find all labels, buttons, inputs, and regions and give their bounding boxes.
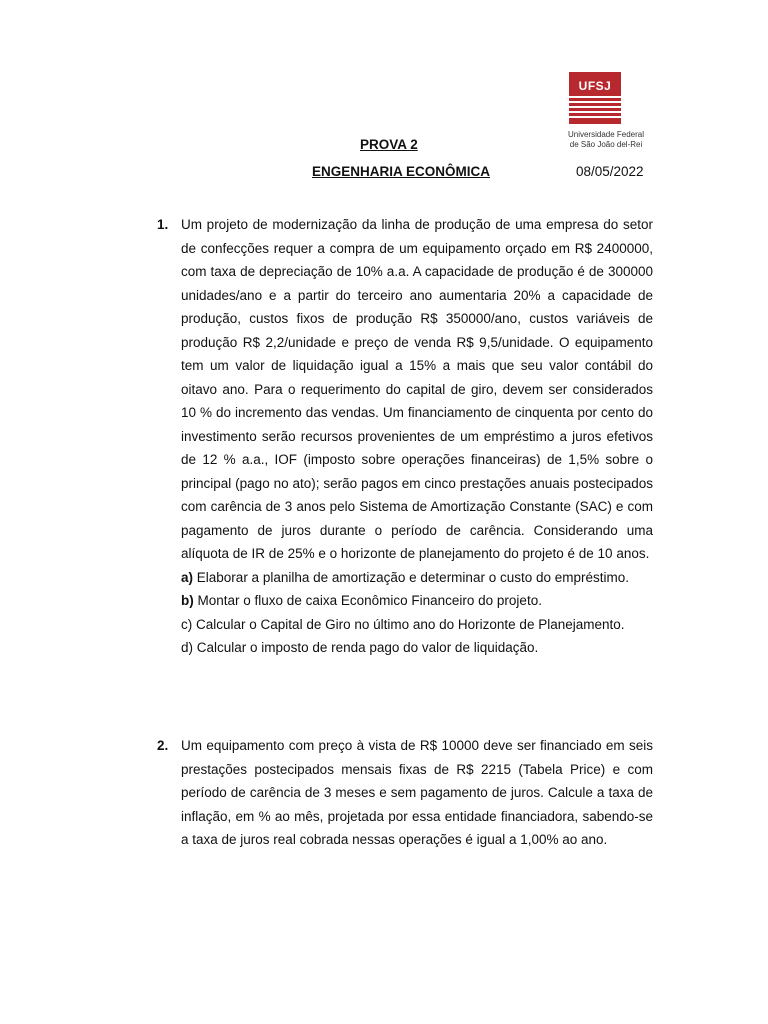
question-text: Um projeto de modernização da linha de produção de uma empresa do setor de confecções requer a compra de um equipamento orçado em R$ 2400000, com taxa de depreciação de 10% a.a. A capacidade de produção é de 300000 unidades/ano e a partir do terceiro ano aumentaria 20% a capacidade de produção, custos fixos de produção R$ 350000/ano, custos variáveis de produção R$ 2,2/unidade e preço de venda R$ 9,5/unidade. O equipamento tem um valor de liquidação igual a 15% a mais que seu valor contábil do oitavo ano. Para o requerimento do capital de giro, devem ser considerados 10 % do incremento das vendas. Um financiamento de cinquenta por cento do investimento serão recursos provenientes de um empréstimo a juros efetivos de 12 % a.a., IOF (imposto sobre operações financeiras) de 1,5% sobre o principal (pago no ato); serão pagos em cinco prestações anuais postecipados com carência de 3 anos pelo Sistema de Amortização Constante (SAC) e com pagamento de juros durante o período de carência. Considerando uma alíquota de IR de 25% e o horizonte de planejamento do projeto é de 10 anos. [181, 217, 653, 561]
item-label: d) [181, 640, 194, 655]
logo-caption-line2: de São João del-Rei [569, 139, 643, 149]
question-item-b [181, 589, 653, 613]
item-label: c) [181, 616, 193, 632]
exam-date: 08/05/2022 [576, 164, 644, 179]
item-text: Montar o fluxo de caixa Econômico Financeiro do projeto. [197, 593, 542, 608]
exam-title: PROVA 2 [360, 137, 418, 152]
question-item-c [181, 613, 653, 637]
course-name: ENGENHARIA ECONÔMICA [312, 164, 491, 179]
logo-acronym: UFSJ [578, 79, 612, 93]
question-1 [157, 213, 653, 660]
question-number: 2. [157, 738, 169, 753]
question-item-d [181, 636, 653, 660]
item-text: Calcular o Capital de Giro no último ano do Horizonte de Planejamento. [196, 616, 625, 632]
item-label: b) [181, 593, 194, 608]
item-label: a) [181, 569, 194, 585]
logo-caption-line1: Universidade Federal [567, 130, 645, 139]
question-text: Um equipamento com preço à vista de R$ 10000 deve ser financiado em seis prestações postecipados mensais fixas de R$ 2215 (Tabela Price) e com período de carência de 3 meses e sem pagamento de juros. Calcule a taxa de inflação, em % ao mês, projetada por essa entidade financiadora, sabendo-se a taxa de juros real cobrada nessas operações é igual a 1,00% ao ano. [181, 738, 653, 847]
question-item-a [181, 566, 653, 590]
item-text: Elaborar a planilha de amortização e determinar o custo do empréstimo. [196, 569, 630, 585]
question-2 [157, 734, 653, 852]
item-text: Calcular o imposto de renda pago do valor de liquidação. [196, 640, 539, 655]
logo-caption [530, 130, 682, 149]
ufsj-logo-icon [569, 72, 621, 124]
question-number: 1. [157, 217, 169, 232]
